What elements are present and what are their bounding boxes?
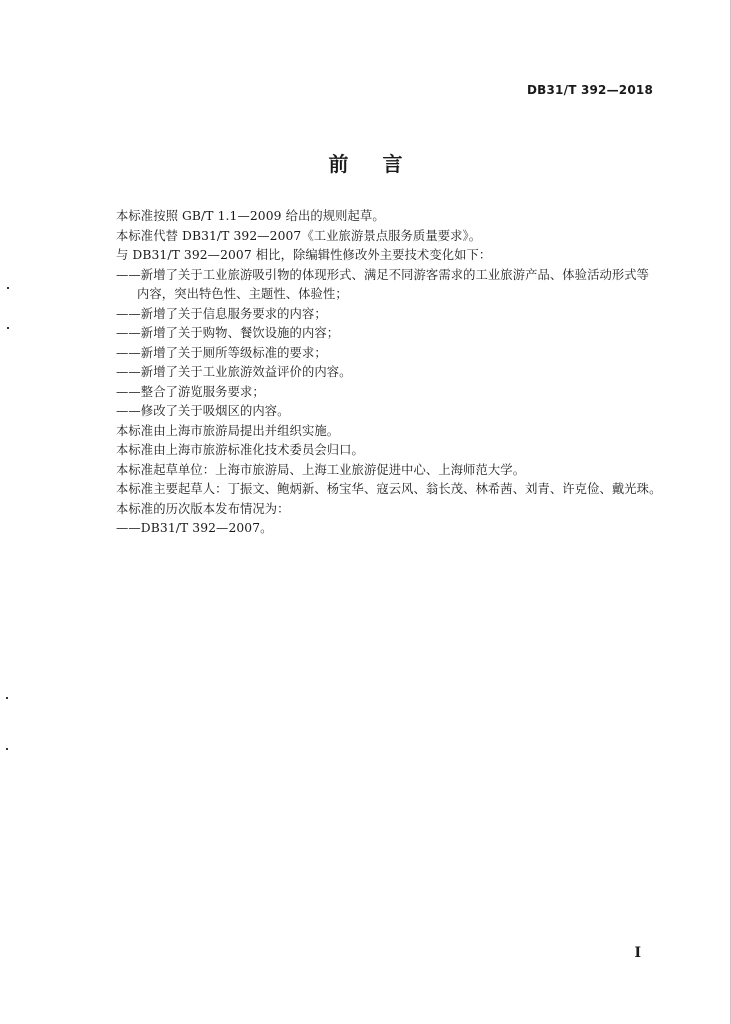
foreword-body [116, 207, 676, 539]
list-item: ——新增了关于购物、餐饮设施的内容； [116, 326, 340, 340]
paragraph-line: 本标准由上海市旅游标准化技术委员会归口。 [116, 443, 364, 457]
paragraph-line: 本标准起草单位：上海市旅游局、上海工业旅游促进中心、上海师范大学。 [116, 462, 526, 477]
paragraph-line: 本标准按照 GB/T 1.1—2009 给出的规则起草。 [116, 209, 385, 223]
paragraph-line: 与 DB31/T 392—2007 相比，除编辑性修改外主要技术变化如下： [116, 248, 492, 262]
list-item: ——新增了关于信息服务要求的内容； [116, 306, 327, 321]
scan-speck [7, 287, 9, 289]
paragraph-line: 本标准由上海市旅游局提出并组织实施。 [116, 423, 340, 438]
paragraph-line: 本标准代替 DB31/T 392—2007《工业旅游景点服务质量要求》。 [116, 228, 482, 243]
scan-speck [7, 327, 9, 329]
list-item: ——修改了关于吸烟区的内容。 [116, 404, 290, 418]
document-code: DB31/T 392—2018 [527, 83, 653, 97]
scan-speck [6, 697, 8, 699]
list-item: ——DB31/T 392—2007。 [116, 521, 273, 535]
scan-speck [6, 748, 8, 750]
list-item: ——新增了关于厕所等级标准的要求； [116, 345, 327, 360]
page-number: I [634, 945, 641, 961]
list-item: ——整合了游览服务要求； [116, 384, 265, 399]
paragraph-line: 本标准的历次版本发布情况为： [116, 501, 290, 516]
list-item: ——新增了关于工业旅游效益评价的内容。 [116, 365, 352, 379]
list-item-continuation: 内容，突出特色性、主题性、体验性； [137, 287, 348, 301]
paragraph-line: 本标准主要起草人：丁振文、鲍炳新、杨宝华、寇云风、翁长茂、林希茜、刘青、许克俭、戴光珠。 [116, 482, 662, 496]
list-item: ——新增了关于工业旅游吸引物的体现形式、满足不同游客需求的工业旅游产品、体验活动形式等 [116, 267, 650, 282]
page-title: 前言 [328, 152, 437, 176]
